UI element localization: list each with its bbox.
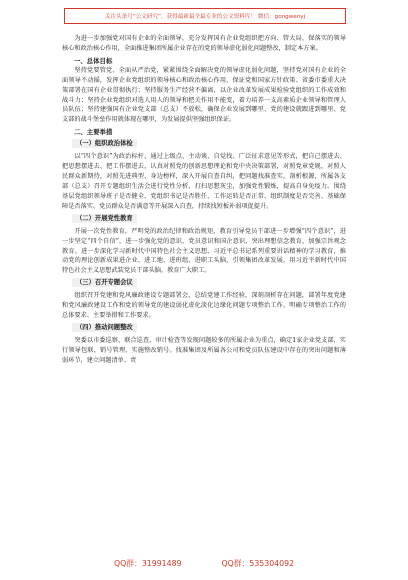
subsection-paragraph-1: 以“四个意识”为政治标杆，通过上级点、主动谈、自觉找、广泛征求意见等形式，把自己摆进去、把思想摆进去、把工作摆进去，认真对照党的创新思想理论和党中央决策部署，对照党章党规，对照人民群众新期待，对照先进典型、身边榜样，深入开展自查自纠，把问题找准查实，剖析根源，所属各支部（总支）召开专题组织生活会进行党性分析，打扫思想灰尘，加强党性锻炼，提高自身免疫力。围绕基层党组织领导班子是否健全、党组织书记是否胜任、工作运转是否正常、组织制度是否完善、基础保障是否落实、党员群众是否满意等开展深入自查，持续找短板补弱项促提升。	[62, 153, 346, 210]
promo-banner: 关注头条号“公文研究”，获得最新最全最专业的公文资料库！ 微信：gongwenyj	[64, 8, 346, 24]
subsection-heading-4	[72, 323, 346, 333]
section-heading-measures: 二、主要举措	[74, 128, 113, 137]
subsection-heading-2	[72, 214, 346, 224]
footer-qq-group-1: QQ群：31991489	[113, 559, 182, 568]
footer-qq-group-2: QQ群：535304092	[221, 559, 295, 568]
subsection-paragraph-4: 突委以市委巡察、联合巡查、审计检查等发现问题较多的所属企业为重点，确定1家企业党支部，实行领导包联、销号管理，实施整改销号。找准集团及所属各公司和党员队伍建设中存在的突出问题和薄弱环节，建立问题清单、责	[62, 336, 346, 364]
intro-paragraph: 为进一步加强党对国有企业的全面领导，充分发挥国有企业党组织把方向、管大局、保落实的领导核心和政治核心作用，全面推进集团所属企业存在的党的领导虚化弱化问题整改，制定本方案。	[62, 35, 346, 52]
subsection-paragraph-3: 组织召开党建和党风廉政建设专题部署会，总结党建工作经验，深刻剖析存在问题，部署年度党建和党风廉政建设工作和党的领导党的建设弱化虚化淡化边缘化问题专项整治工作，明确专项整治工作的总体要求、主要举措和工作要求。	[62, 292, 346, 320]
footer-contacts	[0, 558, 408, 569]
section-heading-goals: 一、总体目标	[74, 56, 113, 65]
section-paragraph-goals: 坚持党要管党、全面从严治党，紧紧围绕全面解决党的领导虚化弱化问题，坚持党对国有企业的全面领导不动摇，发挥企业党组织的领导核心和政治核心作用，保证党和国家方针政策、省委市委重大决策部署在国有企业贯彻执行；坚持服务生产经营不偏离，以企业改革发展成果检验党组织的工作成效和战斗力；坚持企业党组织对选人用人的领导和把关作用不能变，着力培养一支高素质企业领导和管理人员队伍；坚持建强国有企业党支部（总支）不放松，确保企业发展到哪里、党的建设就跟进到哪里、党支部的战斗堡垒作用就体现在哪里，为发展提供坚强组织保证。	[62, 66, 346, 124]
subsection-heading-3	[72, 278, 346, 288]
document-body	[62, 34, 346, 366]
subsection-heading-1-label: （一）组织政治体检	[72, 139, 137, 148]
subsection-paragraph-2: 开展一次党性教育，严明党的政治纪律和政治规矩，教育引导党员干部进一步增强“四个意识”，进一步坚定“四个自信”，进一步强化党的意识、党员意识和国企意识，突出理想信念教育，加强宗旨观念教育。进一步深化学习新时代中国特色社会主义思想、习近平总书记系列重要讲话精神的学习教育，推动党的理论创新成果进企业、进工地、进班组、进职工头脑，引领集团改革发展，用习近平新时代中国特色社会主义思想武装党员干部头脑，教育广大职工。	[62, 227, 346, 275]
subsection-heading-1	[72, 139, 346, 149]
subsection-heading-3-label: （三）召开专题会议	[72, 278, 137, 287]
subsection-heading-4-label: （四）推动问题整改	[72, 323, 137, 332]
subsection-heading-2-label: （二）开展党性教育	[72, 214, 137, 223]
